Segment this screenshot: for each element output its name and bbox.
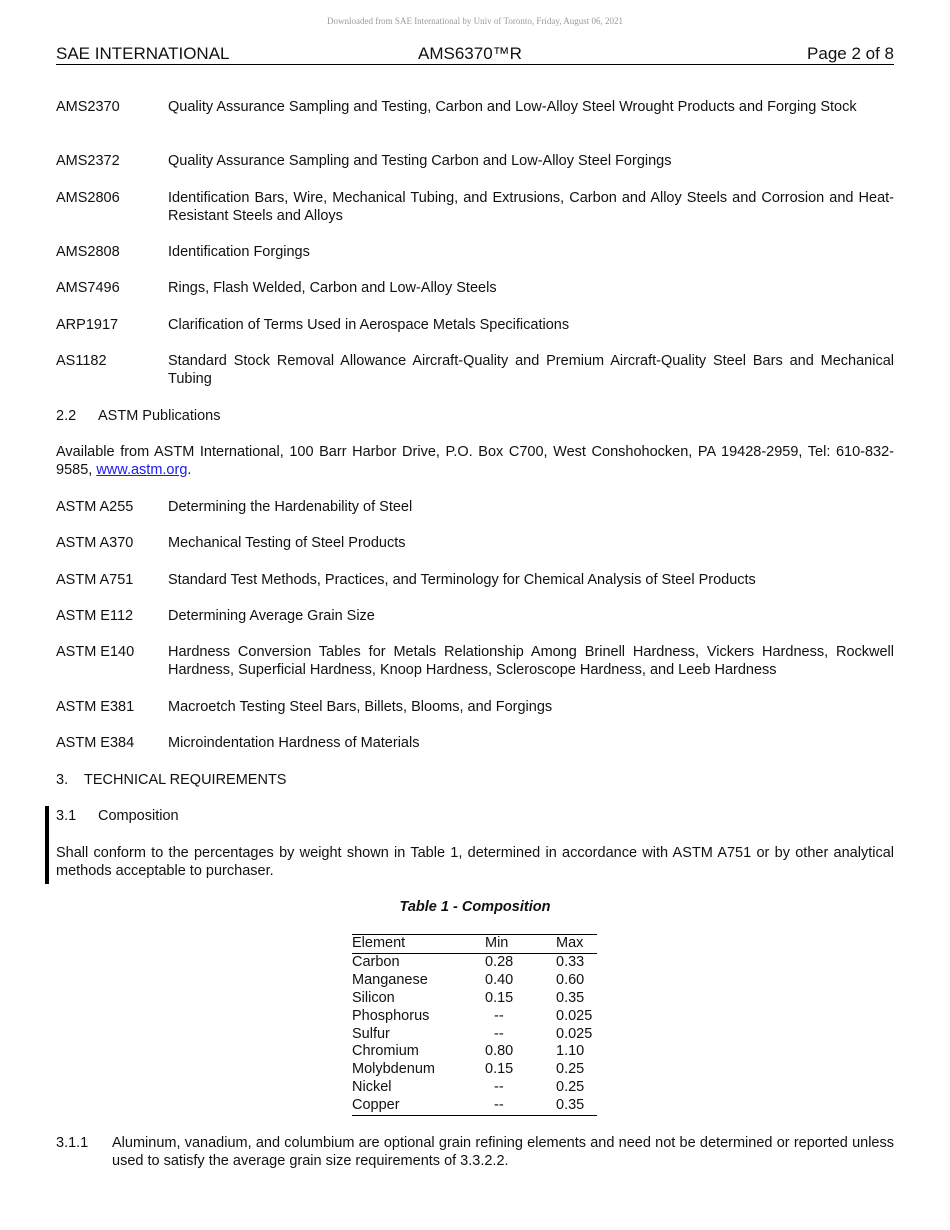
reference-entry [56, 498, 894, 516]
min-cell: 0.15 [485, 989, 514, 1006]
element-cell: Silicon [352, 989, 395, 1006]
reference-entry [56, 189, 894, 225]
section-number: 2.2 [56, 408, 77, 424]
composition-text: Shall conform to the percentages by weight shown in Table 1, determined in accordance with ASTM A751 or by other analytical methods acceptable to purchaser. [56, 845, 894, 879]
reference-code: AMS7496 [56, 280, 120, 296]
max-cell: 0.25 [556, 1079, 585, 1096]
reference-code: ASTM E140 [56, 644, 135, 660]
table-row [352, 1079, 597, 1097]
section-heading-technical [56, 771, 286, 789]
table-row [352, 990, 597, 1008]
min-cell: -- [485, 1097, 556, 1115]
table-row [352, 953, 597, 971]
reference-entry [56, 243, 894, 261]
max-cell: 0.25 [556, 1061, 585, 1078]
section-title: ASTM Publications [98, 408, 221, 424]
min-cell: -- [494, 1007, 504, 1024]
element-cell: Sulfur [352, 1025, 390, 1042]
reference-entry [56, 98, 894, 116]
min-cell: 0.15 [485, 1061, 514, 1078]
reference-code: AMS2372 [56, 153, 120, 169]
reference-code: ASTM E384 [56, 735, 135, 751]
min-cell: 0.40 [485, 971, 514, 988]
section-number: 3.1 [56, 808, 77, 824]
reference-code: ARP1917 [56, 317, 119, 333]
reference-code: ASTM A751 [56, 572, 134, 588]
element-cell: Copper [352, 1097, 485, 1115]
download-watermark: Downloaded from SAE International by Univ of Toronto, Friday, August 06, 2021 [326, 16, 624, 26]
subsection-3-1-1 [56, 1134, 894, 1170]
max-cell: 1.10 [556, 1043, 585, 1060]
max-cell: 0.35 [556, 1097, 597, 1115]
astm-availability [56, 443, 894, 479]
reference-code: AS1182 [56, 353, 107, 369]
element-cell: Chromium [352, 1043, 419, 1060]
table-row [352, 1061, 597, 1079]
reference-title: Hardness Conversion Tables for Metals Relationship Among Brinell Hardness, Vickers Hardness, Rockwell Hardness, Superficial Hardness, Knoop Hardness, Scleroscope Hardness, and Leeb Hardness [168, 644, 894, 678]
element-cell: Phosphorus [352, 1007, 430, 1024]
table-row [352, 1097, 597, 1115]
column-header-min: Min [485, 935, 556, 954]
subsection-number: 3.1.1 [56, 1135, 89, 1151]
reference-code: ASTM A255 [56, 499, 134, 515]
reference-title: Quality Assurance Sampling and Testing Carbon and Low-Alloy Steel Forgings [168, 153, 672, 169]
reference-entry [56, 534, 894, 552]
max-cell: 0.33 [556, 953, 585, 970]
reference-entry [56, 352, 894, 388]
reference-code: ASTM A370 [56, 535, 134, 551]
element-cell: Carbon [352, 953, 400, 970]
page-header [56, 44, 894, 65]
reference-title: Determining the Hardenability of Steel [168, 499, 413, 515]
reference-title: Identification Bars, Wire, Mechanical Tubing, and Extrusions, Carbon and Alloy Steels and Corrosion and Heat-Resistant Steels and Alloys [168, 190, 894, 224]
max-cell: 0.60 [556, 971, 585, 988]
section-number: 3. [56, 772, 69, 788]
table-row [352, 1026, 597, 1044]
reference-entry [56, 698, 894, 716]
reference-title: Quality Assurance Sampling and Testing, Carbon and Low-Alloy Steel Wrought Products and Forging Stock [168, 99, 857, 115]
document-number: AMS6370™R [418, 44, 522, 63]
table-row [352, 972, 597, 990]
astm-website-link[interactable]: www.astm.org [96, 462, 188, 478]
reference-code: AMS2370 [56, 99, 120, 115]
section-heading-composition [56, 807, 179, 825]
reference-title: Microindentation Hardness of Materials [168, 735, 420, 751]
reference-title: Identification Forgings [168, 244, 310, 260]
column-header-max: Max [556, 935, 597, 954]
min-cell: 0.28 [485, 953, 514, 970]
availability-suffix: . [187, 462, 192, 478]
table-header-row [352, 935, 597, 954]
publisher-name: SAE INTERNATIONAL [56, 44, 230, 63]
element-cell: Nickel [352, 1079, 392, 1096]
composition-table [352, 934, 597, 1116]
section-heading-astm [56, 407, 221, 425]
reference-title: Rings, Flash Welded, Carbon and Low-Alloy Steels [168, 280, 497, 296]
table-row [352, 1043, 597, 1061]
max-cell: 0.025 [556, 1025, 593, 1042]
reference-title: Clarification of Terms Used in Aerospace Metals Specifications [168, 317, 570, 333]
reference-entry [56, 152, 894, 170]
column-header-element: Element [352, 935, 485, 954]
reference-entry [56, 316, 894, 334]
reference-entry [56, 734, 894, 752]
reference-entry [56, 607, 894, 625]
min-cell: 0.80 [485, 1043, 514, 1060]
max-cell: 0.025 [556, 1007, 593, 1024]
reference-title: Macroetch Testing Steel Bars, Billets, Blooms, and Forgings [168, 699, 553, 715]
reference-entry [56, 279, 894, 297]
availability-text: Available from ASTM International, 100 Barr Harbor Drive, P.O. Box C700, West Conshohocken, PA 19428-2959, Tel: 610-832-9585, [56, 444, 894, 478]
page-number: Page 2 of 8 [807, 44, 894, 63]
reference-code: AMS2808 [56, 244, 120, 260]
reference-title: Standard Test Methods, Practices, and Terminology for Chemical Analysis of Steel Products [168, 572, 756, 588]
subsection-text: Aluminum, vanadium, and columbium are optional grain refining elements and need not be determined or reported unless used to satisfy the average grain size requirements of 3.3.2.2. [112, 1135, 894, 1169]
max-cell: 0.35 [556, 989, 585, 1006]
element-cell: Manganese [352, 971, 428, 988]
reference-title: Mechanical Testing of Steel Products [168, 535, 406, 551]
min-cell: -- [494, 1079, 504, 1096]
revision-change-bar [45, 806, 49, 884]
reference-title: Determining Average Grain Size [168, 608, 375, 624]
reference-code: ASTM E112 [56, 608, 134, 624]
min-cell: -- [494, 1025, 504, 1042]
reference-title: Standard Stock Removal Allowance Aircraft-Quality and Premium Aircraft-Quality Steel Bars and Mechanical Tubing [168, 353, 894, 387]
table-row [352, 1008, 597, 1026]
element-cell: Molybdenum [352, 1061, 436, 1078]
reference-code: ASTM E381 [56, 699, 135, 715]
reference-entry [56, 571, 894, 589]
section-title: TECHNICAL REQUIREMENTS [84, 772, 287, 788]
reference-entry [56, 643, 894, 679]
table-title: Table 1 - Composition [399, 899, 551, 915]
reference-code: AMS2806 [56, 190, 120, 206]
section-title: Composition [98, 808, 179, 824]
